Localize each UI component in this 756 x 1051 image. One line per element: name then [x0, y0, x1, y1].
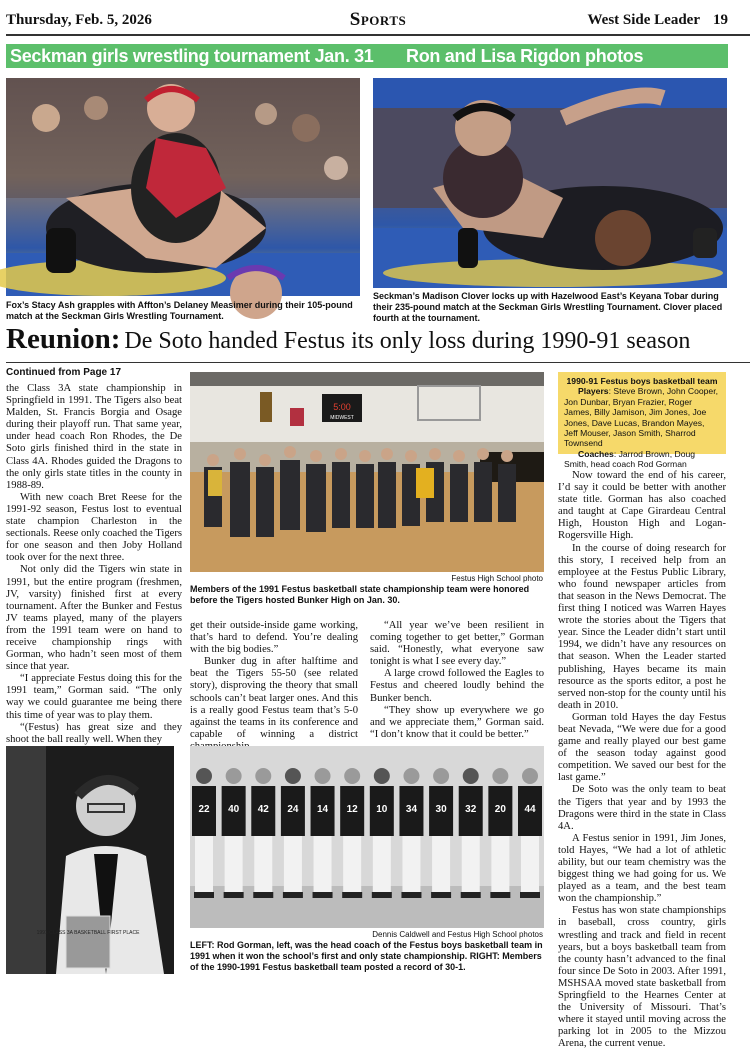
photo-1-caption: Fox’s Stacy Ash grapples with Affton’s Delaney Measimer during their 105-pound match at the Seckman Girls Wrestling Tournament. [6, 300, 353, 321]
bottom-photo-caption: LEFT: Rod Gorman, left, was the head coach of the Festus boys basketball team in 1991 when it won the school’s first and only state championship. RIGHT: Members of the 1990-1991 Festus basketball team posted a record of 30-1. [190, 940, 543, 972]
col4-para-1: Now toward the end of his career, I’d say it could be better with another state title. Gorman has also coached and taught at Cape Girardeau Central High, Houston High and Logan-Rogersville High. [558, 470, 726, 542]
vintage-team-illustration [190, 746, 544, 928]
headline-rule [6, 362, 750, 363]
jersey-number: 22 [198, 804, 210, 815]
col2-para-1: get their outside-inside game working, that’s hard to defend. You’re dealing with the big bodies.” [190, 620, 358, 656]
jersey-number: 34 [405, 804, 418, 815]
roster-title: 1990-91 Festus boys basketball team [566, 376, 718, 386]
article-column-4 [558, 470, 726, 1050]
article-column-2 [190, 620, 358, 753]
roster-box [558, 372, 726, 470]
article-column-3 [370, 620, 544, 741]
jersey-player [192, 768, 216, 898]
scoreboard-time: 5:00 [333, 402, 351, 412]
jersey-number: 14 [316, 804, 329, 815]
jersey-number: 12 [346, 804, 358, 815]
jersey-player [459, 768, 483, 898]
scoreboard-sponsor: MIDWEST [330, 415, 354, 421]
photo-2-caption: Seckman’s Madison Clover locks up with Hazelwood East’s Keyana Tobar during their 235-pound match at the Seckman Girls Wrestling Tournament. Clover placed fourth at the tournament. [373, 291, 723, 323]
col1-para-4: “I appreciate Festus doing this for the 1991 team,” Gorman said. “The only way we could guarantee me being there this time of year was to play them. [6, 673, 182, 721]
jersey-number: 24 [287, 804, 299, 815]
jersey-number: 20 [494, 804, 506, 815]
col1-para-3: Not only did the Tigers win state in 1991, but the entire program (freshmen, JV, varsity) finished first at every tournament. After the Bunker and Festus JV teams played, many of the players from the 1991 team were on hand to receive championship rings with Gorman, who hadn’t seen most of them since that year. [6, 564, 182, 673]
col4-para-5: A Festus senior in 1991, Jim Jones, told Hayes, “We had a lot of athletic ability, but our team chemistry was the biggest thing we had going for us. We played as a team, and the best team won the championship.” [558, 832, 726, 905]
banner-credit: Ron and Lisa Rigdon photos [406, 46, 644, 66]
headline-kicker: Reunion: [6, 323, 121, 355]
col4-para-4: De Soto was the only team to beat the Tigers that year and by 1993 the Dragons were third in the state in Class 4A. [558, 784, 726, 832]
jersey-player [429, 768, 453, 898]
jersey-number: 40 [228, 804, 240, 815]
team-photo-caption: Members of the 1991 Festus basketball state championship team were honored before the Tigers hosted Bunker High on Jan. 30. [190, 584, 530, 605]
bottom-photo-credit: Dennis Caldwell and Festus High School photos [372, 930, 543, 939]
col3-para-2: A large crowd followed the Eagles to Festus and cheered loudly behind the Bunker bench. [370, 668, 544, 704]
issue-date: Thursday, Feb. 5, 2026 [6, 12, 152, 28]
col3-para-3: “They show up everywhere we go and we appreciate them,” Gorman said. “I don’t know that it could be better.” [370, 704, 544, 740]
jersey-player [488, 768, 512, 898]
wrestling-illustration-1 [6, 78, 360, 296]
coach-photo [6, 746, 174, 974]
players-list: : Steve Brown, John Cooper, Jon Dunbar, Bryan Frazier, Roger James, Billy Jamison, Jim Jones, Joe Jones, Dave Lucas, Brandon Mayes, Jeff Mouser, Jason Smith, Sharrod Townsend [564, 386, 718, 449]
vintage-team-photo [190, 746, 544, 928]
col1-para-2: With new coach Bret Reese for the 1991-92 season, Festus lost to eventual state champion Charleston in the sectionals. Reese only coached the Tigers for one season and then Joby Holland took over for the next three. [6, 491, 182, 564]
section-title: Sports [349, 9, 407, 30]
headline [6, 323, 736, 356]
team-photo-credit: Festus High School photo [451, 574, 543, 583]
jersey-player [281, 768, 305, 898]
continued-line: Continued from Page 17 [6, 367, 122, 378]
jersey-player [340, 768, 364, 898]
wrestling-photo-1 [6, 78, 360, 296]
coach-illustration [6, 746, 174, 974]
headline-text: De Soto handed Festus its only loss during 1990-91 season [124, 328, 691, 354]
jersey-player [222, 768, 246, 898]
wrestling-photo-2 [373, 78, 727, 288]
jersey-player [518, 768, 542, 898]
header-rule [6, 34, 750, 36]
jersey-number: 32 [465, 804, 477, 815]
col4-para-2: In the course of doing research for this story, I received help from an employee at the Festus Public Library, who found newspaper articles from that season in the News Democrat. The first thing I noticed was Warren Hayes wrote the stories about the Tigers that year. Since the Leader didn’t start until 1994, we didn’t have any resources on that season. When the Leader started publishing, Hayes became its main resource as the sports editor, a post he served non-stop for the county until his death in 2010. [558, 542, 726, 711]
jersey-player [251, 768, 275, 898]
col1-para-1: the Class 3A state championship in Springfield in 1991. The Tigers also beat Malden, St. Francis Borgia and Osage during their playoff run. That same year, under head coach Ron Rhodes, the De Soto girls finished third in the state in Class 4A. Rhodes guided the Dragons to the only girls state titles in the county in 1988-89. [6, 383, 182, 491]
page-number: 19 [713, 12, 728, 28]
col2-para-2: Bunker dug in after halftime and beat the Tigers 55-50 (see related story), disproving the theory that small schools can’t beat larger ones. And this is a really good Festus team that’s 5-0 against the teams in its conference and capable of winning a district [190, 656, 358, 740]
jersey-number: 10 [376, 804, 388, 815]
players-label: Players [578, 386, 609, 397]
jersey-number: 30 [435, 804, 447, 815]
jersey-number: 44 [524, 804, 536, 815]
team-honor-photo [190, 372, 544, 572]
jersey-player [311, 768, 335, 898]
article-column-1 [6, 383, 182, 745]
gym-illustration [190, 372, 544, 572]
jersey-player [370, 768, 394, 898]
col3-para-1: “All year we’ve been resilient in coming together to get better,” Gorman said. “Honestly, what everyone saw tonight is what I see every day.” [370, 620, 544, 668]
coaches-label: Coaches [578, 448, 614, 459]
coaches-list: : Jarrod Brown, Doug Smith, head coach Rod Gorman [564, 448, 696, 470]
jersey-number: 42 [257, 804, 269, 815]
paper-name: West Side Leader [587, 12, 700, 28]
wrestling-illustration-2 [373, 78, 727, 288]
photo-banner [6, 44, 728, 68]
col4-para-6: Festus has won state championships in baseball, cross country, girls wrestling and track and field in recent years, but a boys basketball team from the county hasn’t advanced to the final four since De Soto in 2003. After 1991, MSHSAA moved state basketball from Springfield to the Hearnes Center at the University of Missouri. That’s where it stayed until moving across the parking lot in 2005 to the Mizzou Arena, the current venue. [558, 905, 726, 1050]
jersey-player [399, 768, 423, 898]
banner-title: Seckman girls wrestling tournament Jan. 31 [10, 46, 374, 66]
col4-para-3: Gorman told Hayes the day Festus beat Nevada, “We were due for a good game and really played our best game of the season today against good competition. We saved our best for the last game.” [558, 711, 726, 784]
plaque-text: 1991 CLASS 3A BASKETBALL FIRST PLACE [36, 930, 140, 936]
col1-para-5: “(Festus) has great size and they shoot the ball really well. When they [6, 721, 182, 745]
